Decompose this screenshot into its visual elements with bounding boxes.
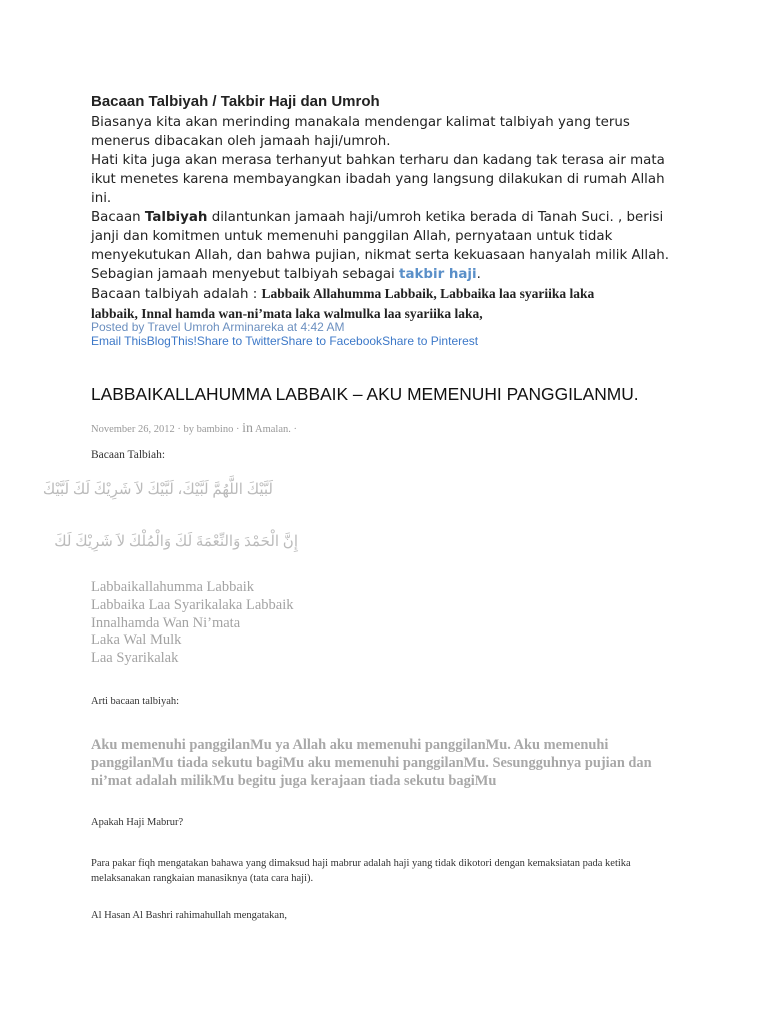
meta-sep: · [233,424,243,435]
share-facebook-link[interactable]: Share to Facebook [280,334,383,348]
share-links [91,334,478,348]
category-link[interactable]: Amalan. [252,424,291,435]
transliteration-line: Laka Wal Mulk [91,632,182,649]
post-title: Bacaan Talbiyah / Takbir Haji dan Umroh [91,93,380,110]
email-this-link[interactable]: Email This [91,334,147,348]
intro-line: ini. [91,191,112,206]
meaning-text [91,736,671,790]
post-date[interactable]: November 26, 2012 [91,424,175,435]
intro-line: janji dan komitmen untuk memenuhi panggilan Allah, pernyataan untuk tidak [91,229,613,244]
article-heading: LABBAIKALLAHUMMA LABBAIK – AKU MEMENUHI PANGGILANMU. [91,384,639,404]
intro-line: menerus dibacakan oleh jamaah haji/umroh. [91,134,391,149]
intro-line: ikut menetes karena membayangkan ibadah yang langsung dilakukan di rumah Allah [91,172,665,187]
arabic-line: إِنَّ الْحَمْدَ وَالنِّعْمَةَ لَكَ وَالْمُلْكَ لاَ شَرِيْكَ لَكَ [54,534,298,550]
paragraph-line: melaksanakan rangkaian manasiknya (tata cara haji). [91,873,314,884]
article-meta [91,421,297,437]
author-link[interactable]: Travel Umroh Arminareka [147,320,284,334]
transliteration [91,579,294,668]
meta-sep: · [290,424,298,435]
posted-by-label: Posted by [91,320,148,334]
at-label: at [283,320,301,334]
post-body [91,113,691,324]
talbiyah-text: labbaik, Innal hamda wan-ni’mata laka walmulka laa syariika laka, [91,306,483,321]
meaning-line: ni’mat adalah milikMu begitu juga kerajaan tiada sekutu bagiMu [91,773,497,789]
author-link[interactable]: bambino [196,424,234,435]
share-pinterest-link[interactable]: Share to Pinterest [382,334,479,348]
post-footer [91,320,344,334]
text: dilantunkan jamaah haji/umroh ketika berada di Tanah Suci. , berisi [207,210,664,225]
intro-line: Hati kita juga akan merasa terhanyut bahkan terharu dan kadang tak terasa air mata [91,153,665,168]
meta-sep: · by [174,424,197,435]
transliteration-line: Innalhamda Wan Ni’mata [91,614,241,631]
share-twitter-link[interactable]: Share to Twitter [196,334,281,348]
transliteration-line: Labbaikallahumma Labbaik [91,579,255,595]
arti-label: Arti bacaan talbiyah: [91,696,180,707]
talbiyah-reading [91,284,691,304]
intro-line: menyekutukan Allah, dan bahwa pujian, nikmat serta kekuasaan hanyalah milik Allah. [91,248,670,263]
paragraph [91,856,691,886]
text: Bacaan [91,210,145,225]
question-heading: Apakah Haji Mabrur? [91,817,184,828]
paragraph-line: Para pakar fiqh mengatakan bahawa yang dimaksud haji mabrur adalah haji yang tidak dikotori dengan kemaksiatan pada ketika [91,858,631,869]
transliteration-line: Labbaika Laa Syarikalaka Labbaik [91,596,294,613]
talbiyah-bold: Talbiyah [144,210,208,225]
text: Sebagian jamaah menyebut talbiyah sebagai [91,267,400,282]
talbiah-label: Bacaan Talbiah: [91,449,166,461]
blogthis-link[interactable]: BlogThis! [146,334,197,348]
timestamp-link[interactable]: 4:42 AM [300,320,345,334]
in-label: in [242,421,253,436]
intro-line: Biasanya kita akan merinding manakala mendengar kalimat talbiyah yang terus [91,115,630,130]
intro-line [91,265,691,284]
takbir-haji-link[interactable]: takbir haji [399,267,477,282]
text: . [476,267,481,282]
talbiyah-paragraph [91,208,691,227]
transliteration-line: Laa Syarikalak [91,650,179,667]
talbiyah-text: Labbaik Allahumma Labbaik, Labbaika laa syariika laka [261,286,595,301]
meaning-line: Aku memenuhi panggilanMu ya Allah aku memenuhi panggilanMu. Aku memenuhi [91,737,609,753]
meaning-line: panggilanMu tiada sekutu bagiMu aku memenuhi panggilanMu. Sesungguhnya pujian dan [91,755,652,771]
quote-intro: Al Hasan Al Bashri rahimahullah mengatakan, [91,910,287,921]
arabic-line: لَبَّيْكَ اللَّهُمَّ لَبَّيْكَ، لَبَّيْكَ لاَ شَرِيْكَ لَكَ لَبَّيْكَ [42,482,273,498]
text: Bacaan talbiyah adalah : [91,287,262,302]
